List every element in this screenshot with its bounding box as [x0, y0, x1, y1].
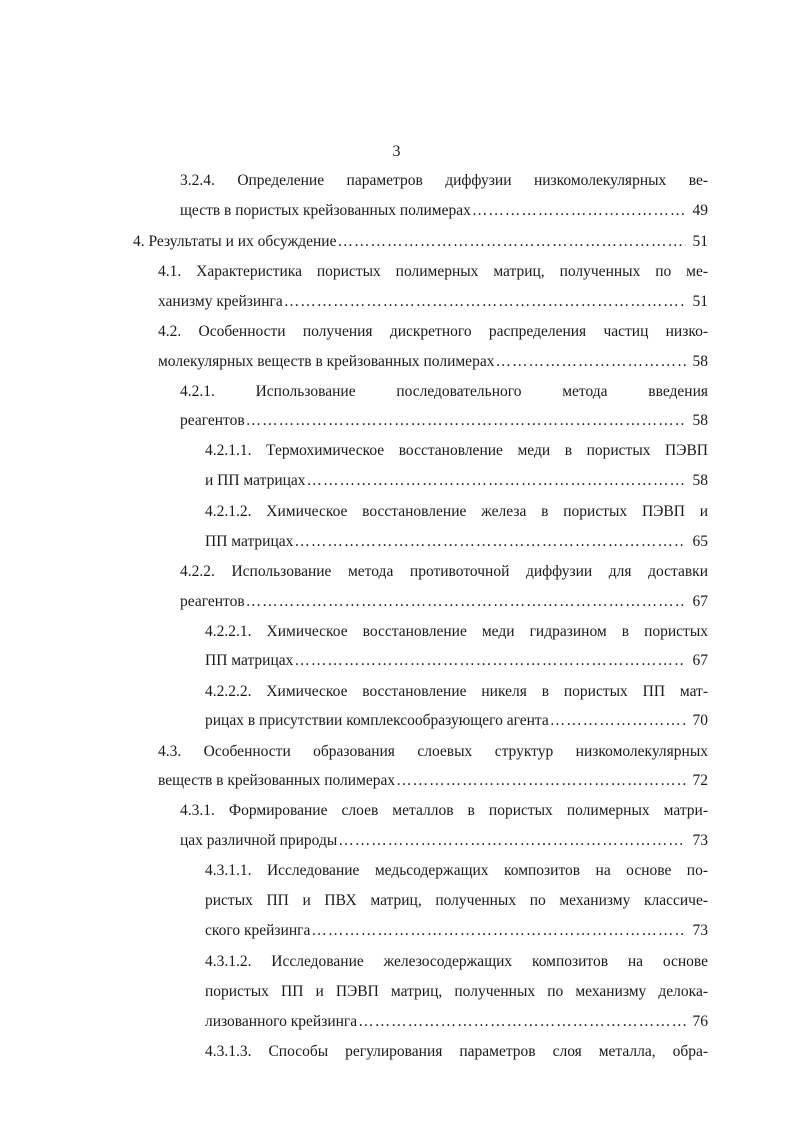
- toc-entry-4-2-2-2-line-2: [205, 709, 708, 733]
- toc-leader-dots: [358, 1010, 686, 1034]
- toc-leader-dots: [294, 649, 686, 673]
- toc-entry-4-2-2-1-line-2: [205, 649, 708, 673]
- toc-entry-text: цах различной природы: [180, 832, 338, 849]
- toc-entry-4-3-1-1-line-1: 4.3.1.1. Исследование медьсодержащих композитов на основе по-: [205, 862, 708, 879]
- toc-entry-4-2-1-2-line-2: [205, 530, 708, 554]
- toc-entry-4-3-1-1-line-2: ристых ПП и ПВХ матриц, полученных по механизму классиче-: [205, 892, 708, 909]
- toc-entry-text: веществ в крейзованных полимерах: [158, 772, 396, 789]
- toc-entry-text: ществ в пористых крейзованных полимерах: [180, 202, 471, 219]
- toc-entry-4: [133, 230, 708, 254]
- toc-entry-page: 51: [692, 233, 708, 250]
- page-number: 3: [392, 143, 401, 160]
- toc-entry-page: 76: [692, 1013, 708, 1030]
- toc-entry-page: 58: [692, 412, 708, 429]
- toc-entry-4-2-1-line-2: [180, 409, 708, 433]
- toc-entry-4-3-1-2-line-3: [205, 1010, 708, 1034]
- toc-leader-dots: [337, 230, 686, 254]
- toc-entry-text: 4. Результаты и их обсуждение: [133, 233, 337, 250]
- toc-entry-page: 51: [692, 293, 708, 310]
- toc-entry-page: 70: [692, 712, 708, 729]
- toc-leader-dots: [396, 769, 686, 793]
- toc-entry-4-3-line-1: 4.3. Особенности образования слоевых структур низкомолекулярных: [158, 743, 708, 760]
- toc-entry-4-2-line-1: 4.2. Особенности получения дискретного распределения частиц низко-: [158, 323, 708, 340]
- toc-entry-4-3-line-2: [158, 769, 708, 793]
- toc-entry-page: 73: [692, 832, 708, 849]
- toc-leader-dots: [495, 350, 686, 374]
- toc-leader-dots: [311, 919, 686, 943]
- toc-entry-4-2-2-line-1: 4.2.2. Использование метода противоточной диффузии для доставки: [180, 563, 708, 580]
- toc-entry-4-3-1-2-line-1: 4.3.1.2. Исследование железосодержащих композитов на основе: [205, 953, 708, 970]
- toc-entry-4-1-line-1: 4.1. Характеристика пористых полимерных матриц, полученных по ме-: [158, 263, 708, 280]
- toc-entry-4-2-2-1-line-1: 4.2.2.1. Химическое восстановление меди гидразином в пористых: [205, 623, 708, 640]
- toc-entry-text: ПП матрицах: [205, 652, 294, 669]
- toc-entry-text: ханизму крейзинга: [158, 293, 283, 310]
- toc-entry-4-2-1-2-line-1: 4.2.1.2. Химическое восстановление железа в пористых ПЭВП и: [205, 503, 708, 520]
- toc-entry-text: реагентов: [180, 593, 245, 610]
- toc-entry-text: реагентов: [180, 412, 245, 429]
- toc-entry-page: 67: [692, 652, 708, 669]
- toc-entry-text: ПП матрицах: [205, 533, 294, 550]
- toc-entry-text: рицах в присутствии комплексообразующего агента: [205, 712, 549, 729]
- toc-entry-3-2-4-line-2: [180, 199, 708, 223]
- toc-entry-text: лизованного крейзинга: [205, 1013, 358, 1030]
- toc-entry-page: 58: [692, 472, 708, 489]
- toc-entry-text: ского крейзинга: [205, 922, 311, 939]
- toc-leader-dots: [284, 290, 686, 314]
- toc-entry-4-3-1-line-2: [180, 829, 708, 853]
- toc-leader-dots: [550, 709, 686, 733]
- toc-entry-4-2-2-line-2: [180, 590, 708, 614]
- toc-entry-text: и ПП матрицах: [205, 472, 306, 489]
- toc-entry-page: 49: [692, 202, 708, 219]
- toc-entry-4-3-1-3-line-1: 4.3.1.3. Способы регулирования параметров слоя металла, обра-: [205, 1043, 708, 1060]
- toc-leader-dots: [472, 199, 686, 223]
- toc-leader-dots: [246, 590, 686, 614]
- toc-entry-4-3-1-1-line-3: [205, 919, 708, 943]
- toc-entry-4-2-1-1-line-1: 4.2.1.1. Термохимическое восстановление меди в пористых ПЭВП: [205, 442, 708, 459]
- toc-entry-page: 65: [692, 533, 708, 550]
- toc-entry-4-2-2-2-line-1: 4.2.2.2. Химическое восстановление никеля в пористых ПП мат-: [205, 683, 708, 700]
- toc-entry-page: 72: [692, 772, 708, 789]
- toc-entry-page: 67: [692, 593, 708, 610]
- toc-entry-3-2-4-line-1: 3.2.4. Определение параметров диффузии низкомолекулярных ве-: [180, 172, 708, 189]
- toc-entry-4-2-line-2: [158, 350, 708, 374]
- toc-entry-4-2-1-line-1: 4.2.1. Использование последовательного метода введения: [180, 383, 708, 400]
- toc-leader-dots: [338, 829, 686, 853]
- toc-leader-dots: [294, 530, 686, 554]
- toc-entry-4-1-line-2: [158, 290, 708, 314]
- toc-entry-text: молекулярных веществ в крейзованных полимерах: [158, 353, 495, 370]
- toc-entry-4-3-1-line-1: 4.3.1. Формирование слоев металлов в пористых полимерных матри-: [180, 802, 708, 819]
- toc-entry-4-2-1-1-line-2: [205, 469, 708, 493]
- toc-leader-dots: [246, 409, 686, 433]
- toc-entry-page: 73: [692, 922, 708, 939]
- toc-entry-4-3-1-2-line-2: пористых ПП и ПЭВП матриц, полученных по механизму делока-: [205, 983, 708, 1000]
- toc-leader-dots: [307, 469, 686, 493]
- toc-entry-page: 58: [692, 353, 708, 370]
